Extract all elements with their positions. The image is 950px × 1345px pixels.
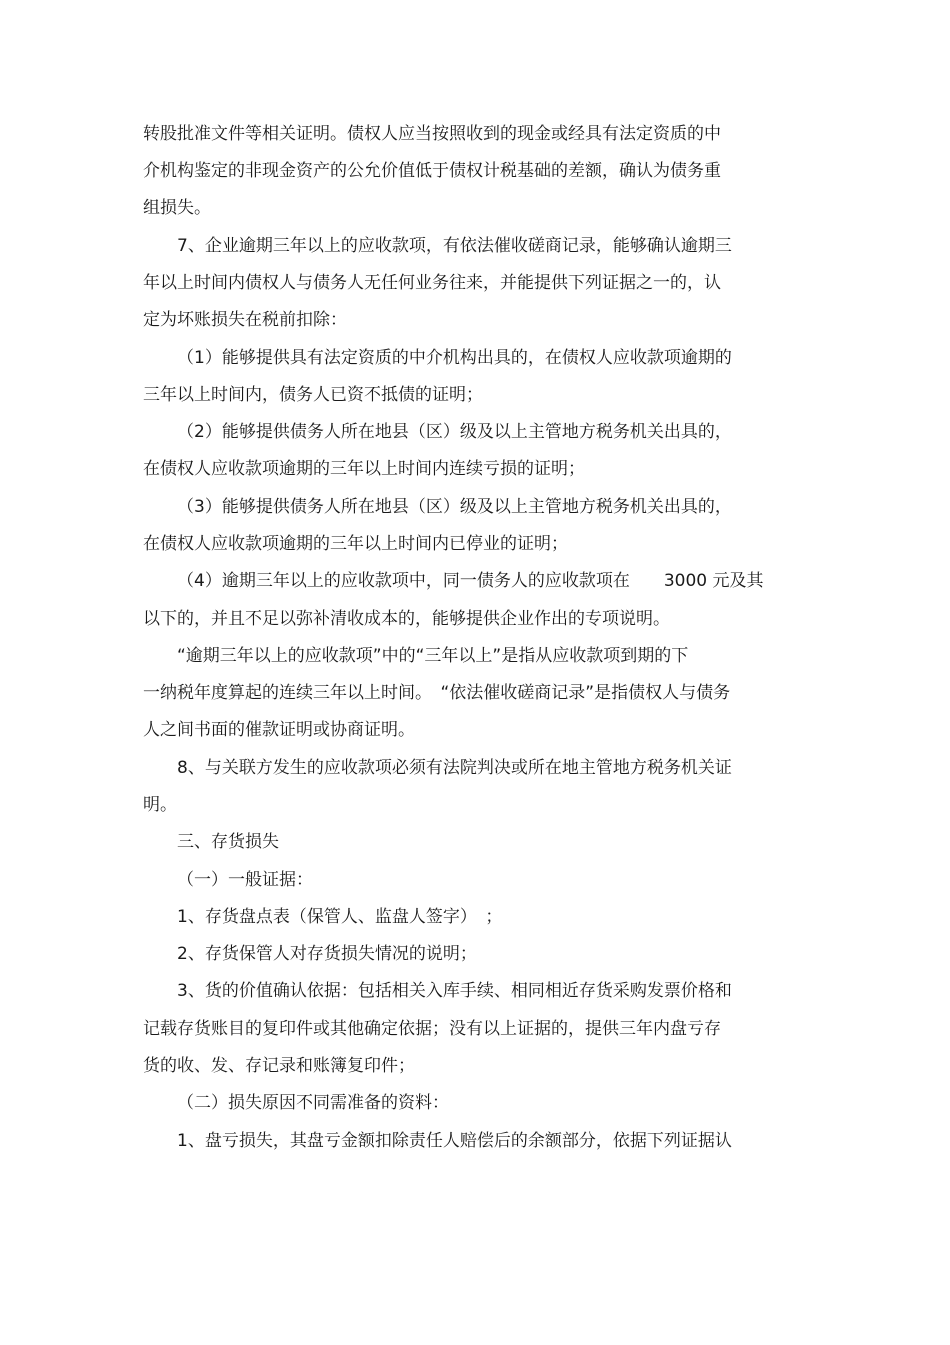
text-line: （4）逾期三年以上的应收款项中，同一债务人的应收款项在 3000 元及其	[177, 571, 764, 591]
text-line: 一纳税年度算起的连续三年以上时间。 “依法催收磋商记录”是指债权人与债务	[143, 683, 731, 703]
text-line: 人之间书面的催款证明或协商证明。	[143, 720, 415, 740]
text-line: 明。	[143, 795, 177, 815]
text-line: 转股批准文件等相关证明。债权人应当按照收到的现金或经具有法定资质的中	[143, 124, 721, 144]
text-line: 1、存货盘点表（保管人、监盘人签字） ；	[177, 907, 503, 927]
text-line: 在债权人应收款项逾期的三年以上时间内已停业的证明；	[143, 534, 568, 554]
text-line: 记载存货账目的复印件或其他确定依据；没有以上证据的，提供三年内盘亏存	[143, 1019, 721, 1039]
text-line: 组损失。	[143, 198, 211, 218]
text-line: 在债权人应收款项逾期的三年以上时间内连续亏损的证明；	[143, 459, 585, 479]
text-line: 8、与关联方发生的应收款项必须有法院判决或所在地主管地方税务机关证	[177, 758, 732, 778]
text-line: 定为坏账损失在税前扣除：	[143, 310, 347, 330]
text-line: 3、货的价值确认依据：包括相关入库手续、相同相近存货采购发票价格和	[177, 981, 732, 1001]
text-line: （3）能够提供债务人所在地县（区）级及以上主管地方税务机关出具的，	[177, 497, 732, 517]
text-line: “逾期三年以上的应收款项”中的“三年以上”是指从应收款项到期的下	[177, 646, 689, 666]
text-line: 货的收、发、存记录和账簿复印件；	[143, 1056, 415, 1076]
text-line: 2、存货保管人对存货损失情况的说明；	[177, 944, 477, 964]
section-heading: 三、存货损失	[177, 832, 279, 852]
text-line: 7、企业逾期三年以上的应收款项，有依法催收磋商记录，能够确认逾期三	[177, 236, 732, 256]
text-line: 1、盘亏损失，其盘亏金额扣除责任人赔偿后的余额部分，依据下列证据认	[177, 1131, 732, 1151]
text-line: 三年以上时间内，债务人已资不抵债的证明；	[143, 385, 483, 405]
text-line: 以下的，并且不足以弥补清收成本的，能够提供企业作出的专项说明。	[143, 609, 670, 629]
subsection-heading: （二）损失原因不同需准备的资料：	[177, 1093, 449, 1113]
subsection-heading: （一）一般证据：	[177, 870, 313, 890]
text-line: （1）能够提供具有法定资质的中介机构出具的，在债权人应收款项逾期的	[177, 348, 732, 368]
text-line: 年以上时间内债权人与债务人无任何业务往来，并能提供下列证据之一的，认	[143, 273, 721, 293]
text-line: 介机构鉴定的非现金资产的公允价值低于债权计税基础的差额，确认为债务重	[143, 161, 721, 181]
text-line: （2）能够提供债务人所在地县（区）级及以上主管地方税务机关出具的，	[177, 422, 732, 442]
